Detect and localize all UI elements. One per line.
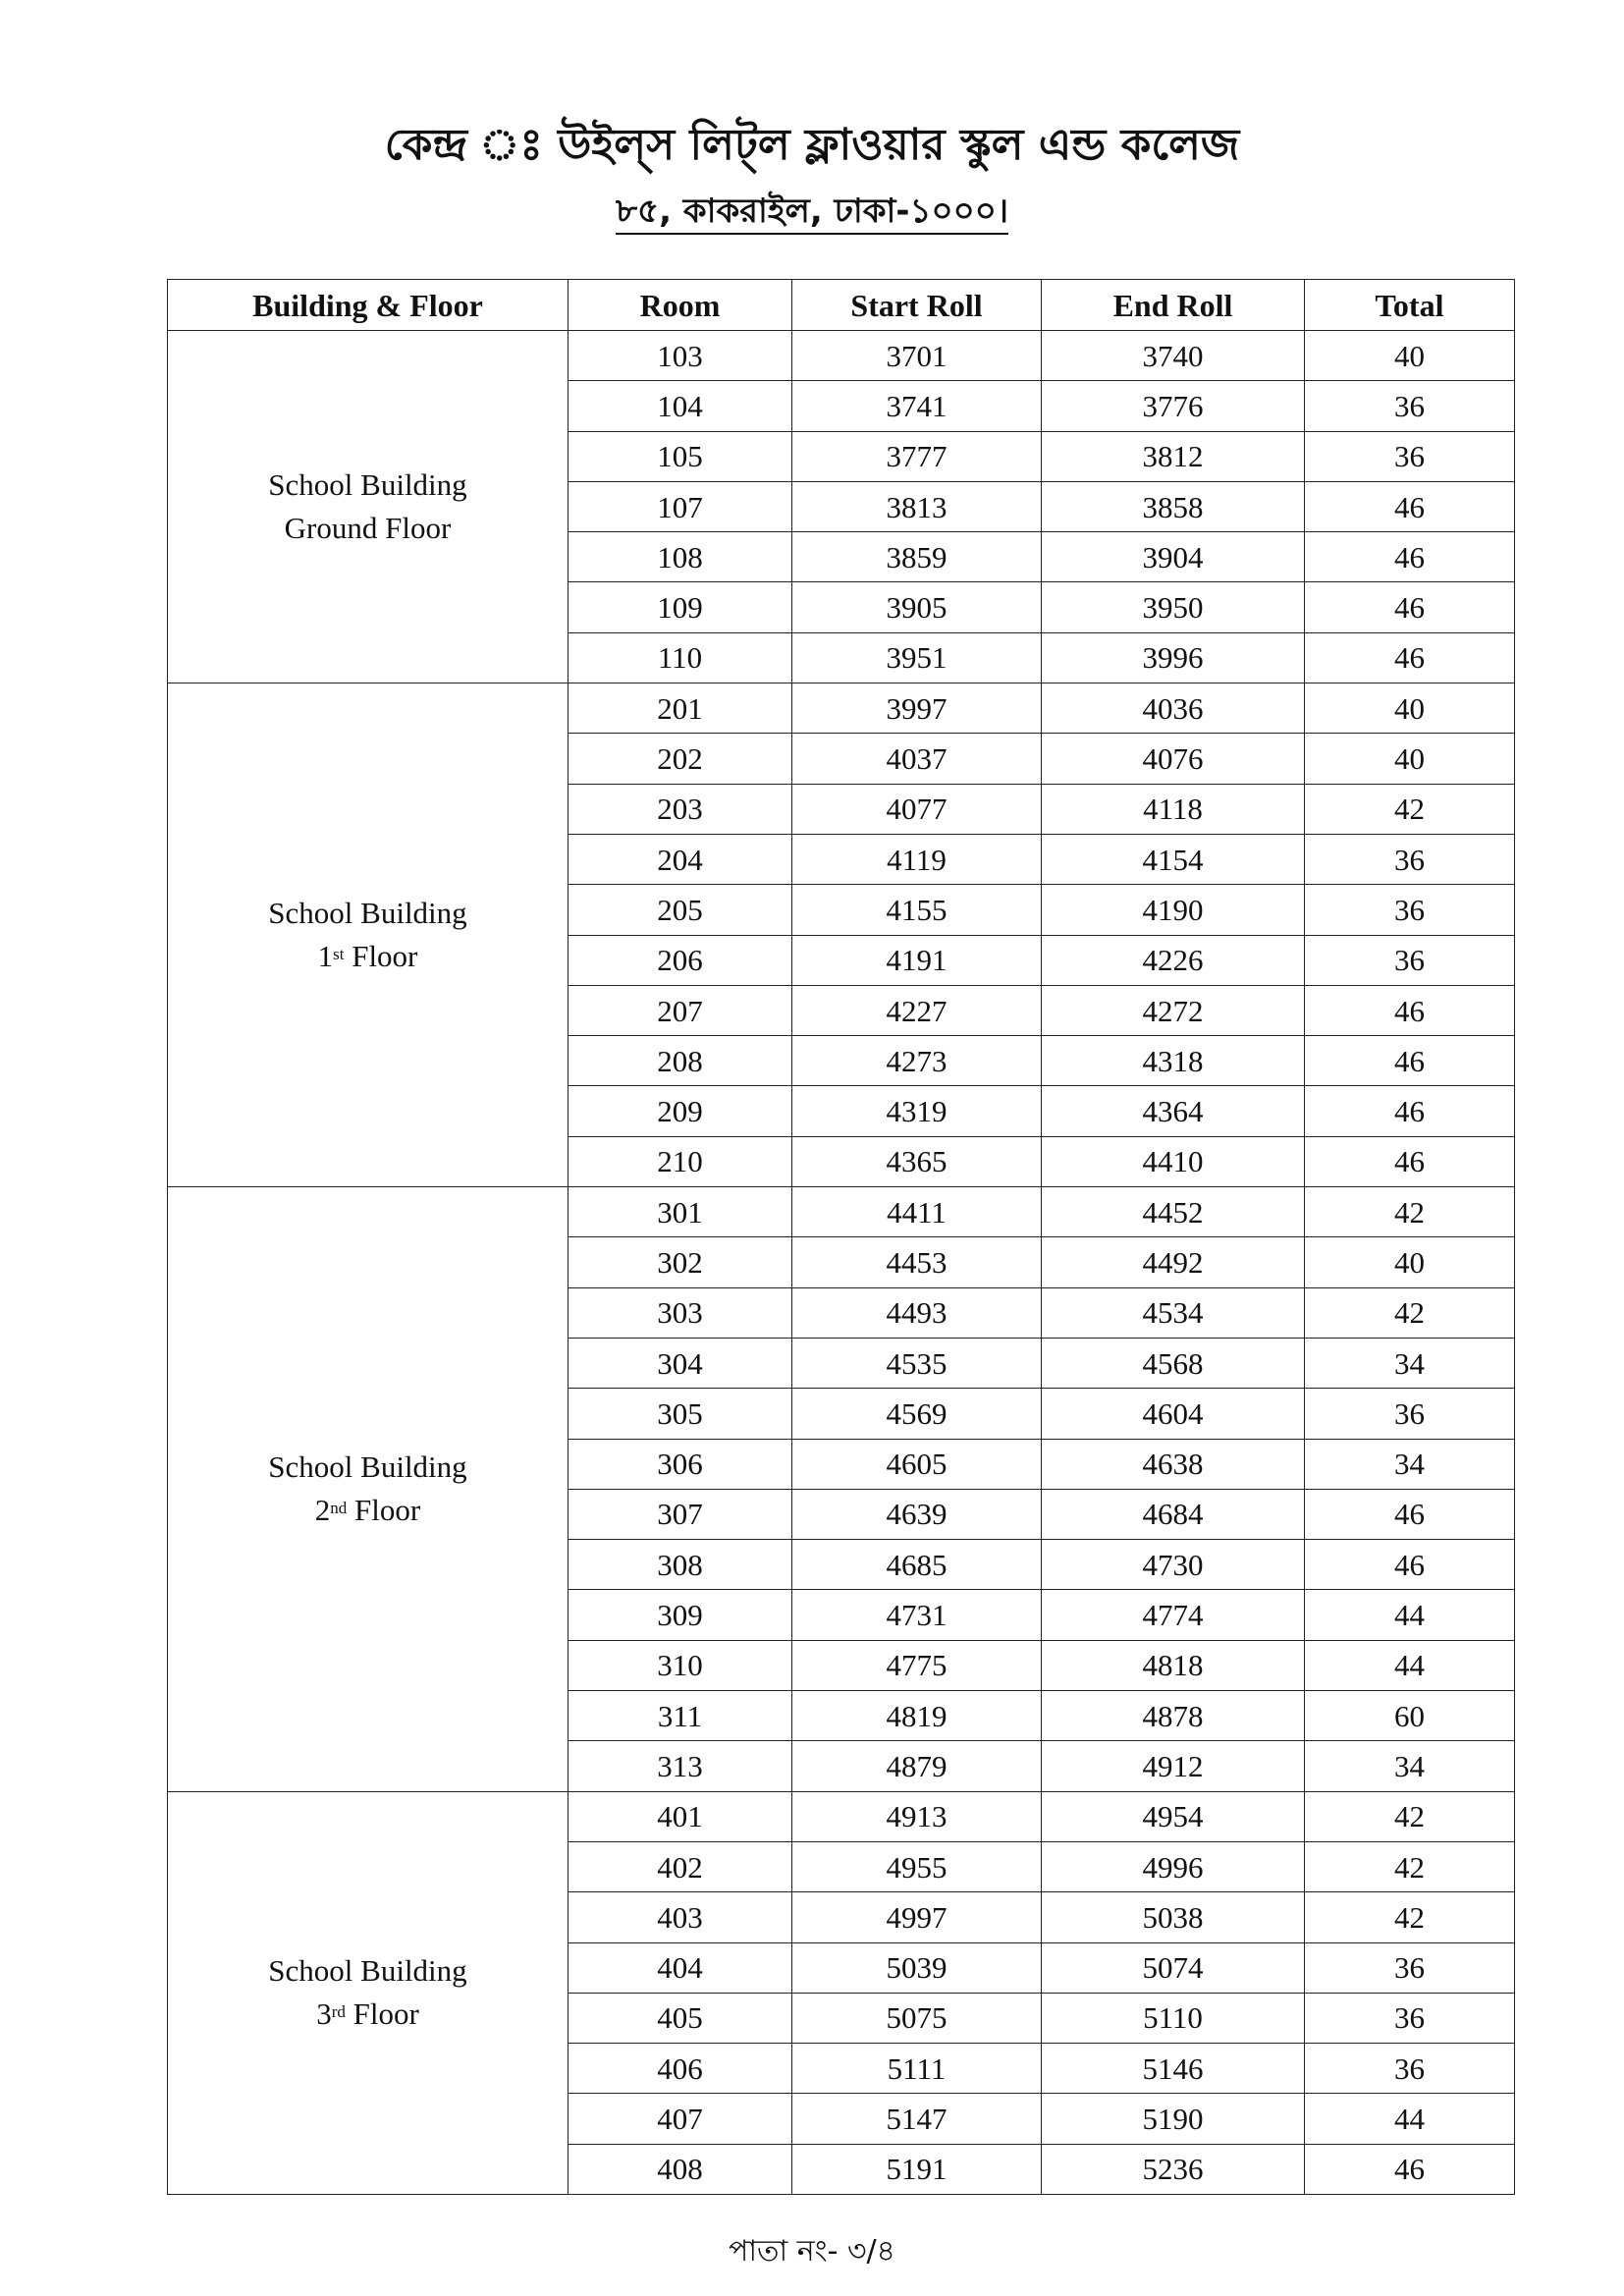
total-cell: 36 xyxy=(1305,431,1515,481)
end-roll-cell: 4076 xyxy=(1042,734,1305,784)
start-roll-cell: 4535 xyxy=(792,1338,1042,1388)
room-cell: 308 xyxy=(568,1540,792,1590)
floor-ordinal-suffix: nd xyxy=(330,1499,348,1518)
total-cell: 46 xyxy=(1305,532,1515,582)
floor-ordinal-suffix: st xyxy=(333,945,345,964)
start-roll-cell: 4319 xyxy=(792,1086,1042,1136)
total-cell: 42 xyxy=(1305,1187,1515,1237)
column-header-start-roll: Start Roll xyxy=(792,280,1042,331)
start-roll-cell: 3951 xyxy=(792,632,1042,683)
end-roll-cell: 3858 xyxy=(1042,481,1305,531)
end-roll-cell: 4818 xyxy=(1042,1640,1305,1690)
start-roll-cell: 4077 xyxy=(792,784,1042,834)
room-cell: 303 xyxy=(568,1287,792,1338)
room-cell: 201 xyxy=(568,683,792,734)
room-cell: 205 xyxy=(568,885,792,935)
building-name: School Building xyxy=(268,896,467,931)
end-roll-cell: 3812 xyxy=(1042,431,1305,481)
table-row xyxy=(168,331,1515,381)
end-roll-cell: 4118 xyxy=(1042,784,1305,834)
room-cell: 103 xyxy=(568,331,792,381)
end-roll-cell: 5110 xyxy=(1042,1993,1305,2043)
table-row xyxy=(168,1791,1515,1841)
column-header-end-roll: End Roll xyxy=(1042,280,1305,331)
start-roll-cell: 4227 xyxy=(792,985,1042,1035)
table-row xyxy=(168,683,1515,734)
start-roll-cell: 5111 xyxy=(792,2044,1042,2094)
building-floor-cell xyxy=(168,1791,568,2194)
total-cell: 44 xyxy=(1305,1590,1515,1640)
start-roll-cell: 5191 xyxy=(792,2144,1042,2194)
room-cell: 313 xyxy=(568,1741,792,1791)
start-roll-cell: 4273 xyxy=(792,1036,1042,1086)
end-roll-cell: 4912 xyxy=(1042,1741,1305,1791)
table-row xyxy=(168,1187,1515,1237)
total-cell: 34 xyxy=(1305,1741,1515,1791)
floor-word: Floor xyxy=(347,1493,421,1528)
end-roll-cell: 5236 xyxy=(1042,2144,1305,2194)
floor-ordinal-suffix: rd xyxy=(331,2002,346,2022)
start-roll-cell: 3905 xyxy=(792,582,1042,632)
total-cell: 40 xyxy=(1305,734,1515,784)
total-cell: 46 xyxy=(1305,1036,1515,1086)
center-address xyxy=(0,187,1624,236)
total-cell: 42 xyxy=(1305,1892,1515,1942)
room-cell: 407 xyxy=(568,2094,792,2144)
end-roll-cell: 4878 xyxy=(1042,1691,1305,1741)
total-cell: 46 xyxy=(1305,1136,1515,1186)
start-roll-cell: 4119 xyxy=(792,834,1042,884)
page-number: পাতা নং- ৩/৪ xyxy=(728,2234,896,2269)
start-roll-cell: 4685 xyxy=(792,1540,1042,1590)
total-cell: 46 xyxy=(1305,1489,1515,1539)
end-roll-cell: 4774 xyxy=(1042,1590,1305,1640)
start-roll-cell: 4997 xyxy=(792,1892,1042,1942)
start-roll-cell: 3859 xyxy=(792,532,1042,582)
start-roll-cell: 4037 xyxy=(792,734,1042,784)
room-cell: 208 xyxy=(568,1036,792,1086)
table-body xyxy=(168,331,1515,2195)
total-cell: 42 xyxy=(1305,1791,1515,1841)
total-cell: 36 xyxy=(1305,381,1515,431)
end-roll-cell: 4036 xyxy=(1042,683,1305,734)
room-cell: 406 xyxy=(568,2044,792,2094)
total-cell: 46 xyxy=(1305,1540,1515,1590)
floor-name xyxy=(168,1993,568,2036)
floor-name xyxy=(168,1489,568,1532)
start-roll-cell: 3741 xyxy=(792,381,1042,431)
start-roll-cell: 4605 xyxy=(792,1439,1042,1489)
floor-name xyxy=(168,935,568,978)
room-cell: 405 xyxy=(568,1993,792,2043)
end-roll-cell: 5146 xyxy=(1042,2044,1305,2094)
end-roll-cell: 4534 xyxy=(1042,1287,1305,1338)
start-roll-cell: 3701 xyxy=(792,331,1042,381)
start-roll-cell: 4155 xyxy=(792,885,1042,935)
room-cell: 210 xyxy=(568,1136,792,1186)
end-roll-cell: 4568 xyxy=(1042,1338,1305,1388)
room-cell: 108 xyxy=(568,532,792,582)
total-cell: 60 xyxy=(1305,1691,1515,1741)
start-roll-cell: 5147 xyxy=(792,2094,1042,2144)
end-roll-cell: 4190 xyxy=(1042,885,1305,935)
start-roll-cell: 4569 xyxy=(792,1389,1042,1439)
building-name: School Building xyxy=(268,1449,467,1485)
end-roll-cell: 3996 xyxy=(1042,632,1305,683)
end-roll-cell: 4996 xyxy=(1042,1841,1305,1891)
end-roll-cell: 4452 xyxy=(1042,1187,1305,1237)
center-address-text: ৮৫, কাকরাইল, ঢাকা-১০০০। xyxy=(616,191,1008,235)
total-cell: 42 xyxy=(1305,784,1515,834)
floor-word: Floor xyxy=(344,939,418,974)
total-cell: 44 xyxy=(1305,2094,1515,2144)
room-cell: 311 xyxy=(568,1691,792,1741)
floor-number: 2 xyxy=(314,1493,331,1528)
end-roll-cell: 4318 xyxy=(1042,1036,1305,1086)
room-cell: 306 xyxy=(568,1439,792,1489)
total-cell: 36 xyxy=(1305,2044,1515,2094)
total-cell: 46 xyxy=(1305,2144,1515,2194)
building-floor-cell xyxy=(168,331,568,683)
end-roll-cell: 5190 xyxy=(1042,2094,1305,2144)
room-cell: 310 xyxy=(568,1640,792,1690)
total-cell: 40 xyxy=(1305,331,1515,381)
room-cell: 203 xyxy=(568,784,792,834)
room-cell: 107 xyxy=(568,481,792,531)
room-cell: 105 xyxy=(568,431,792,481)
start-roll-cell: 3997 xyxy=(792,683,1042,734)
end-roll-cell: 3740 xyxy=(1042,331,1305,381)
end-roll-cell: 4364 xyxy=(1042,1086,1305,1136)
room-cell: 302 xyxy=(568,1237,792,1287)
total-cell: 46 xyxy=(1305,985,1515,1035)
building-name: School Building xyxy=(268,1953,467,1989)
end-roll-cell: 3776 xyxy=(1042,381,1305,431)
start-roll-cell: 4955 xyxy=(792,1841,1042,1891)
table-header-row xyxy=(168,280,1515,331)
end-roll-cell: 4226 xyxy=(1042,935,1305,985)
room-cell: 307 xyxy=(568,1489,792,1539)
room-cell: 301 xyxy=(568,1187,792,1237)
start-roll-cell: 4775 xyxy=(792,1640,1042,1690)
total-cell: 36 xyxy=(1305,885,1515,935)
total-cell: 46 xyxy=(1305,481,1515,531)
floor-word: Ground Floor xyxy=(284,511,452,546)
total-cell: 42 xyxy=(1305,1841,1515,1891)
room-cell: 104 xyxy=(568,381,792,431)
total-cell: 34 xyxy=(1305,1338,1515,1388)
start-roll-cell: 5075 xyxy=(792,1993,1042,2043)
total-cell: 40 xyxy=(1305,1237,1515,1287)
start-roll-cell: 4879 xyxy=(792,1741,1042,1791)
total-cell: 36 xyxy=(1305,834,1515,884)
end-roll-cell: 4730 xyxy=(1042,1540,1305,1590)
room-cell: 110 xyxy=(568,632,792,683)
total-cell: 36 xyxy=(1305,1993,1515,2043)
room-cell: 403 xyxy=(568,1892,792,1942)
building-floor-cell xyxy=(168,1187,568,1792)
room-cell: 408 xyxy=(568,2144,792,2194)
total-cell: 36 xyxy=(1305,935,1515,985)
floor-number: 1 xyxy=(317,939,334,974)
total-cell: 46 xyxy=(1305,582,1515,632)
start-roll-cell: 4731 xyxy=(792,1590,1042,1640)
end-roll-cell: 4492 xyxy=(1042,1237,1305,1287)
building-name: School Building xyxy=(268,467,467,503)
start-roll-cell: 4411 xyxy=(792,1187,1042,1237)
column-header-total: Total xyxy=(1305,280,1515,331)
total-cell: 40 xyxy=(1305,683,1515,734)
room-cell: 206 xyxy=(568,935,792,985)
end-roll-cell: 4684 xyxy=(1042,1489,1305,1539)
end-roll-cell: 3904 xyxy=(1042,532,1305,582)
room-cell: 309 xyxy=(568,1590,792,1640)
end-roll-cell: 5038 xyxy=(1042,1892,1305,1942)
floor-name xyxy=(168,507,568,550)
center-title: কেন্দ্র ঃ উইল্‌স লিট্‌ল ফ্লাওয়ার স্কুল এন্ড কলেজ xyxy=(384,120,1240,170)
end-roll-cell: 4638 xyxy=(1042,1439,1305,1489)
start-roll-cell: 4913 xyxy=(792,1791,1042,1841)
room-cell: 209 xyxy=(568,1086,792,1136)
building-floor-cell xyxy=(168,683,568,1187)
total-cell: 46 xyxy=(1305,632,1515,683)
start-roll-cell: 4819 xyxy=(792,1691,1042,1741)
room-cell: 207 xyxy=(568,985,792,1035)
room-cell: 202 xyxy=(568,734,792,784)
start-roll-cell: 4639 xyxy=(792,1489,1042,1539)
room-cell: 204 xyxy=(568,834,792,884)
start-roll-cell: 4191 xyxy=(792,935,1042,985)
total-cell: 42 xyxy=(1305,1287,1515,1338)
room-cell: 401 xyxy=(568,1791,792,1841)
start-roll-cell: 3813 xyxy=(792,481,1042,531)
floor-number: 3 xyxy=(316,1996,332,2032)
column-header-building-floor: Building & Floor xyxy=(168,280,568,331)
room-cell: 305 xyxy=(568,1389,792,1439)
total-cell: 46 xyxy=(1305,1086,1515,1136)
room-cell: 402 xyxy=(568,1841,792,1891)
start-roll-cell: 4493 xyxy=(792,1287,1042,1338)
end-roll-cell: 4272 xyxy=(1042,985,1305,1035)
room-cell: 404 xyxy=(568,1942,792,1993)
total-cell: 34 xyxy=(1305,1439,1515,1489)
start-roll-cell: 5039 xyxy=(792,1942,1042,1993)
start-roll-cell: 3777 xyxy=(792,431,1042,481)
column-header-room: Room xyxy=(568,280,792,331)
start-roll-cell: 4453 xyxy=(792,1237,1042,1287)
end-roll-cell: 4154 xyxy=(1042,834,1305,884)
floor-word: Floor xyxy=(345,1996,419,2032)
end-roll-cell: 4954 xyxy=(1042,1791,1305,1841)
start-roll-cell: 4365 xyxy=(792,1136,1042,1186)
end-roll-cell: 3950 xyxy=(1042,582,1305,632)
room-cell: 109 xyxy=(568,582,792,632)
room-cell: 304 xyxy=(568,1338,792,1388)
total-cell: 36 xyxy=(1305,1389,1515,1439)
end-roll-cell: 5074 xyxy=(1042,1942,1305,1993)
end-roll-cell: 4604 xyxy=(1042,1389,1305,1439)
total-cell: 36 xyxy=(1305,1942,1515,1993)
total-cell: 44 xyxy=(1305,1640,1515,1690)
seat-plan-table xyxy=(167,279,1515,2195)
end-roll-cell: 4410 xyxy=(1042,1136,1305,1186)
